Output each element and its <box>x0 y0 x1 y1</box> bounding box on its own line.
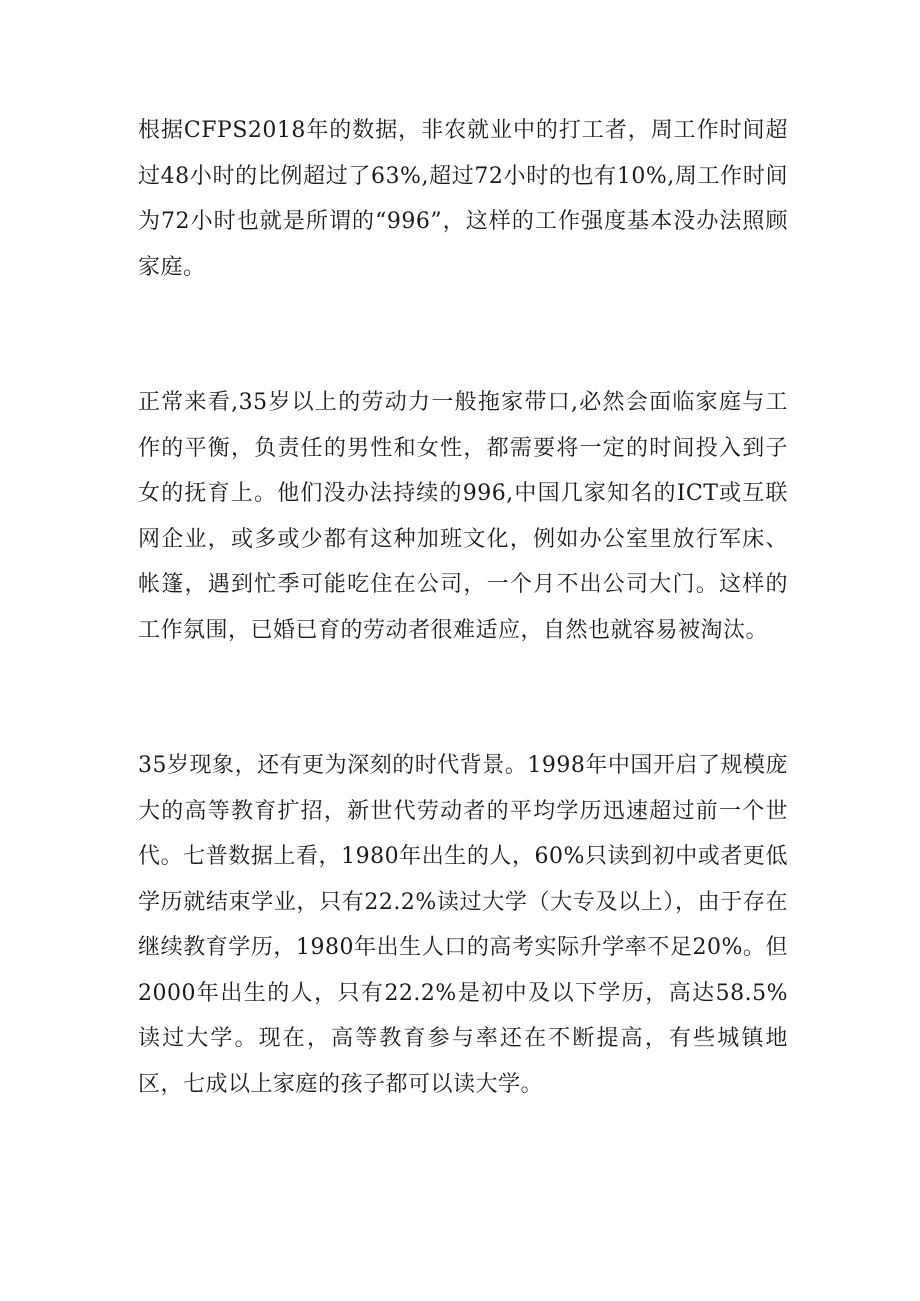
paragraph-work-family-balance: 正常来看,35岁以上的劳动力一般拖家带口,必然会面临家庭与工作的平衡，负责任的男性和女性，都需要将一定的时间投入到子女的抚育上。他们没办法持续的996,中国几家知名的ICT或互联网企业，或多或少都有这种加班文化，例如办公室里放行军床、帐篷，遇到忙季可能吃住在公司，一个月不出公司大门。这样的工作氛围，已婚已育的劳动者很难适应，自然也就容易被淘汰。 <box>138 390 788 643</box>
document-body <box>138 108 788 1107</box>
paragraph-education-background: 35岁现象，还有更为深刻的时代背景。1998年中国开启了规模庞大的高等教育扩招，新世代劳动者的平均学历迅速超过前一个世代。七普数据上看，1980年出生的人，60%只读到初中或者更低学历就结束学业，只有22.2%读过大学（大专及以上），由于存在继续教育学历，1980年出生人口的高考实际升学率不足20%。但2000年出生的人，只有22.2%是初中及以下学历，高达58.5%读过大学。现在，高等教育参与率还在不断提高，有些城镇地区，七成以上家庭的孩子都可以读大学。 <box>138 753 788 1097</box>
paragraph-working-hours: 根据CFPS2018年的数据，非农就业中的打工者，周工作时间超过48小时的比例超过了63%,超过72小时的也有10%,周工作时间为72小时也就是所谓的“996”，这样的工作强度基本没办法照顾家庭。 <box>138 118 788 280</box>
